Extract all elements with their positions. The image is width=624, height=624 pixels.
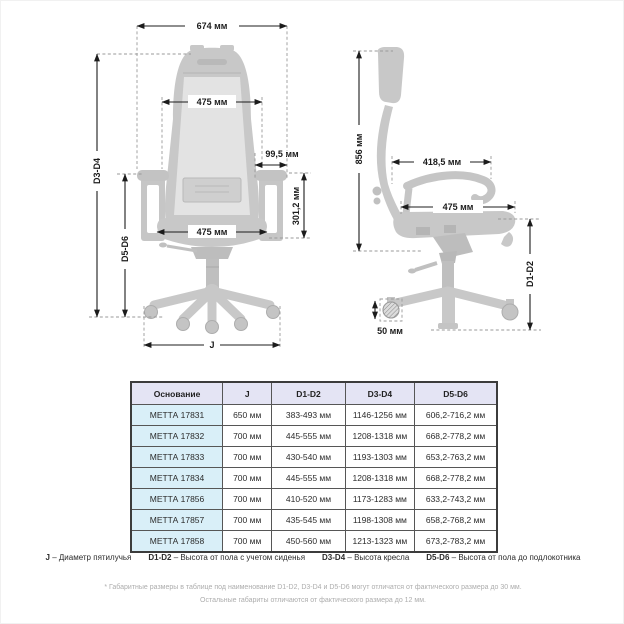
table-row [131, 531, 497, 553]
legend-desc: – Высота от пола с учетом сиденья [173, 553, 306, 562]
value-cell: 653,2-763,2 мм [415, 447, 497, 468]
value-cell: 1213-1323 мм [345, 531, 415, 553]
legend-term: D1-D2 [148, 553, 172, 562]
header-d5-d6: D5-D6 [415, 382, 497, 405]
value-cell: 1173-1283 мм [345, 489, 415, 510]
spec-table-container [130, 381, 498, 553]
table-row [131, 489, 497, 510]
spec-table [130, 381, 498, 553]
caster-rear [502, 304, 518, 320]
value-cell: 700 мм [223, 489, 272, 510]
legend-term: D5-D6 [426, 553, 450, 562]
value-cell: 668,2-778,2 мм [415, 468, 497, 489]
header-d1-d2: D1-D2 [272, 382, 345, 405]
dim-label-d5-d6: D5-D6 [120, 235, 130, 263]
lumbar-support [183, 178, 241, 202]
chair-side-view [373, 47, 519, 329]
value-cell: 658,2-768,2 мм [415, 510, 497, 531]
value-cell: 606,2-716,2 мм [415, 405, 497, 426]
header-j: J [223, 382, 272, 405]
dim-label-d3-d4: D3-D4 [92, 157, 102, 185]
legend-item-j [46, 553, 132, 562]
caster-detail-hatched [383, 302, 399, 318]
value-cell: 1198-1308 мм [345, 510, 415, 531]
legend-term: J [45, 553, 50, 562]
spec-table-body [131, 405, 497, 553]
value-cell: 700 мм [223, 426, 272, 447]
footnote [1, 581, 624, 607]
table-row [131, 447, 497, 468]
dim-armrest-depth: 418,5 мм [422, 157, 462, 167]
value-cell: 668,2-778,2 мм [415, 426, 497, 447]
model-cell: МЕТТА 17858 [131, 531, 223, 553]
value-cell: 383-493 мм [272, 405, 345, 426]
dim-caster-diameter: 50 мм [377, 326, 403, 336]
legend-desc: – Диаметр пятилучья [52, 553, 132, 562]
value-cell: 650 мм [223, 405, 272, 426]
table-row [131, 468, 497, 489]
table-header-row [131, 382, 497, 405]
dim-label-j: J [209, 340, 215, 350]
value-cell: 1146-1256 мм [345, 405, 415, 426]
value-cell: 700 мм [223, 510, 272, 531]
dim-backrest-width: 475 мм [196, 97, 228, 107]
value-cell: 430-540 мм [272, 447, 345, 468]
value-cell: 410-520 мм [272, 489, 345, 510]
value-cell: 700 мм [223, 468, 272, 489]
legend-item-d3-d4 [322, 553, 409, 562]
value-cell: 450-560 мм [272, 531, 345, 553]
chair-front-view [137, 45, 287, 334]
table-row [131, 405, 497, 426]
model-cell: МЕТТА 17857 [131, 510, 223, 531]
header-d3-d4: D3-D4 [345, 382, 415, 405]
model-cell: МЕТТА 17833 [131, 447, 223, 468]
value-cell: 445-555 мм [272, 468, 345, 489]
dim-armrest-height: 301,2 мм [291, 186, 301, 226]
model-cell: МЕТТА 17832 [131, 426, 223, 447]
chair-dimension-diagrams [1, 1, 624, 376]
headrest [378, 47, 405, 103]
dim-seat-width: 475 мм [196, 227, 228, 237]
seat-side [393, 211, 515, 238]
value-cell: 445-555 мм [272, 426, 345, 447]
model-cell: МЕТТА 17834 [131, 468, 223, 489]
table-row [131, 510, 497, 531]
dim-seat-depth: 475 мм [442, 202, 474, 212]
footnote-line-2: Остальные габариты отличаются от фактического размера до 12 мм. [200, 597, 426, 604]
legend-row [1, 553, 624, 562]
value-cell: 435-545 мм [272, 510, 345, 531]
value-cell: 1208-1318 мм [345, 426, 415, 447]
legend-item-d5-d6 [426, 553, 580, 562]
legend-desc: – Высота кресла [347, 553, 410, 562]
legend-desc: – Высота от пола до подлокотника [451, 553, 581, 562]
value-cell: 633,2-743,2 мм [415, 489, 497, 510]
footnote-line-1: * Габаритные размеры в таблице под наименование D1-D2, D3-D4 и D5-D6 могут отличатся от фактического размера до 30 мм. [104, 584, 522, 591]
value-cell: 700 мм [223, 531, 272, 553]
value-cell: 1193-1303 мм [345, 447, 415, 468]
value-cell: 1208-1318 мм [345, 468, 415, 489]
value-cell: 673,2-783,2 мм [415, 531, 497, 553]
value-cell: 700 мм [223, 447, 272, 468]
dim-label-d1-d2: D1-D2 [525, 260, 535, 288]
table-row [131, 426, 497, 447]
model-cell: МЕТТА 17856 [131, 489, 223, 510]
header-base: Основание [131, 382, 223, 405]
dim-total-width: 674 мм [196, 21, 228, 31]
model-cell: МЕТТА 17831 [131, 405, 223, 426]
dim-backrest-height: 856 мм [354, 133, 364, 165]
armrest-side [407, 175, 492, 200]
dim-armrest-width: 99,5 мм [265, 149, 299, 159]
legend-term: D3-D4 [322, 553, 346, 562]
legend-item-d1-d2 [148, 553, 305, 562]
